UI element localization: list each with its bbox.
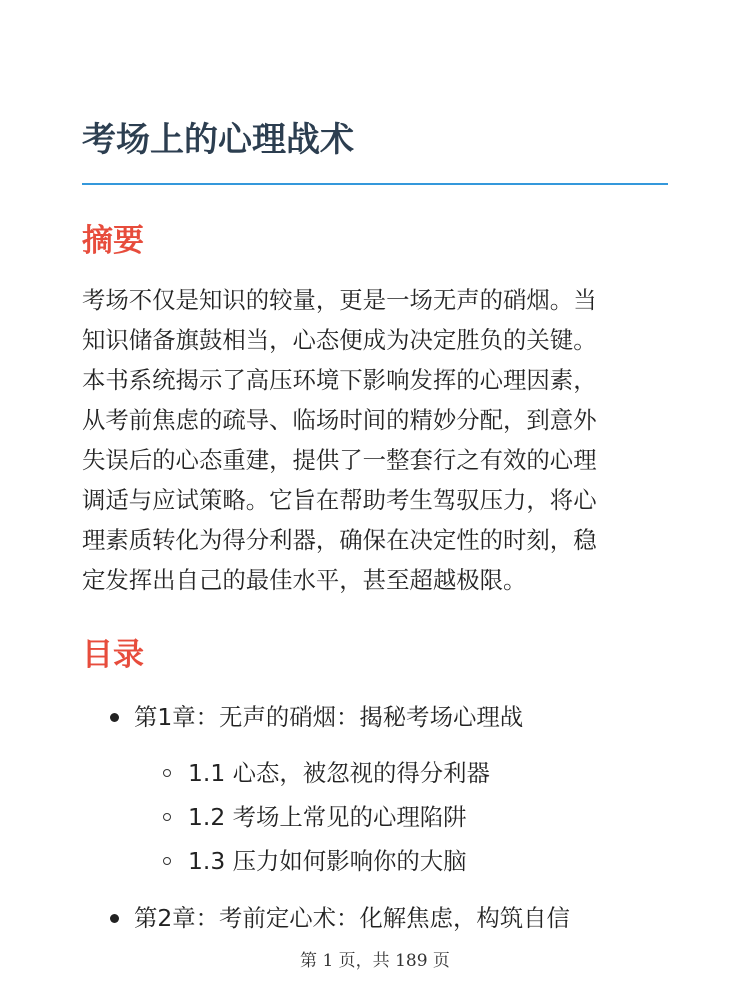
- abstract-line: 本书系统揭示了高压环境下影响发挥的心理因素，: [82, 366, 597, 394]
- toc-heading: 目录: [82, 637, 144, 673]
- abstract-heading: 摘要: [82, 223, 144, 259]
- page-number-footer: 第 1 页，共 189 页: [300, 951, 450, 971]
- abstract-line: 理素质转化为得分利器，确保在决定性的时刻，稳: [82, 526, 597, 554]
- abstract-line: 考场不仅是知识的较量，更是一场无声的硝烟。当: [82, 286, 597, 314]
- bullet-circle-icon: [163, 813, 171, 821]
- bullet-circle-icon: [163, 857, 171, 865]
- abstract-paragraph: [82, 280, 682, 600]
- page-title: 考场上的心理战术: [82, 120, 354, 160]
- toc-section-1-1[interactable]: 1.1 心态，被忽视的得分利器: [188, 759, 490, 787]
- abstract-line: 失误后的心态重建，提供了一整套行之有效的心理: [82, 446, 597, 474]
- abstract-line: 从考前焦虑的疏导、临场时间的精妙分配，到意外: [82, 406, 597, 434]
- abstract-line: 调适与应试策略。它旨在帮助考生驾驭压力，将心: [82, 486, 597, 514]
- bullet-disc-icon: [110, 914, 119, 923]
- bullet-circle-icon: [163, 769, 171, 777]
- abstract-line: 定发挥出自己的最佳水平，甚至超越极限。: [82, 566, 527, 594]
- toc-chapter-1[interactable]: 第1章：无声的硝烟：揭秘考场心理战: [134, 703, 524, 731]
- toc-chapter-2[interactable]: 第2章：考前定心术：化解焦虑，构筑自信: [134, 904, 570, 932]
- bullet-disc-icon: [110, 713, 119, 722]
- title-divider: [82, 183, 668, 185]
- toc-section-1-3[interactable]: 1.3 压力如何影响你的大脑: [188, 847, 467, 875]
- toc-section-1-2[interactable]: 1.2 考场上常见的心理陷阱: [188, 803, 467, 831]
- abstract-line: 知识储备旗鼓相当，心态便成为决定胜负的关键。: [82, 326, 597, 354]
